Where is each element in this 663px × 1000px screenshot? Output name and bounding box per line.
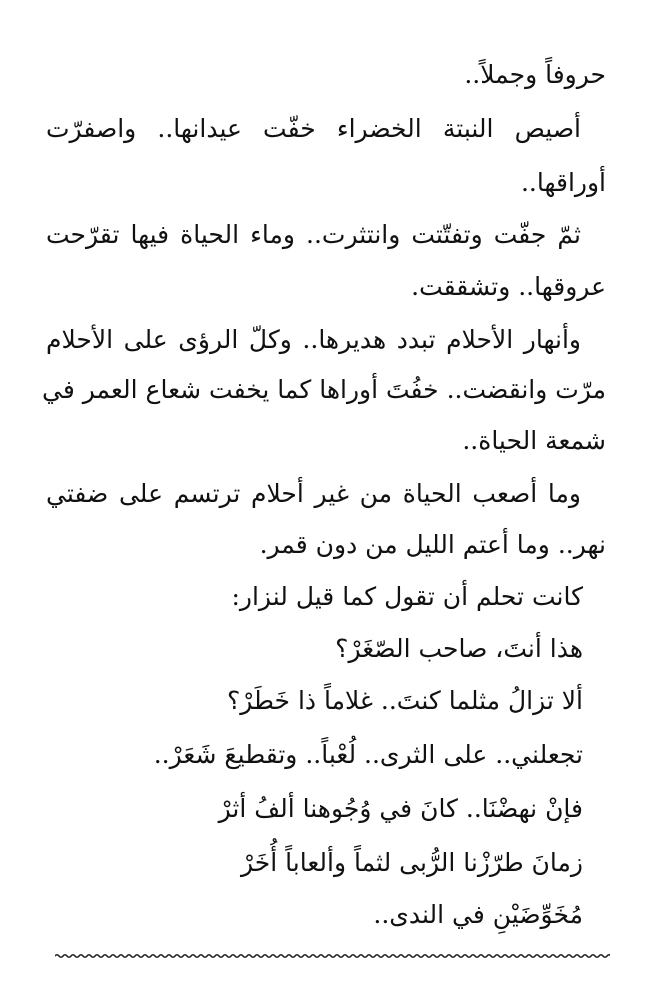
wavy-divider bbox=[55, 950, 610, 962]
text-line-4: مرّت وانقضت.. خفُتَ أوراها كما يخفت شعاع العمر في bbox=[42, 375, 606, 404]
verse-line-2: ألا تزالُ مثلما كنتَ.. غلاماً ذا خَطَرْ؟ bbox=[226, 686, 583, 715]
paragraph-line-1: أصيص النبتة الخضراء خفّت عيدانها.. واصفرّت bbox=[46, 114, 581, 143]
verse-line-3: تجعلني.. على الثرى.. لُعْباً.. وتقطيعَ شَعَرْ.. bbox=[153, 740, 583, 769]
verse-line-6: مُخَوِّضَيْنِ في الندى.. bbox=[373, 900, 583, 929]
text-line-3: عروقها.. وتشققت. bbox=[411, 272, 606, 301]
text-line-6: نهر.. وما أعتم الليل من دون قمر. bbox=[259, 530, 606, 559]
verse-line-4: فإنْ نهضْنَا.. كانَ في وُجُوهنا ألفُ أثرْ bbox=[218, 794, 583, 823]
verse-line-5: زمانَ طرّزْنا الرُّبى لثماً وألعاباً أُخَرْ bbox=[241, 848, 583, 877]
paragraph-line-4: وما أصعب الحياة من غير أحلام ترتسم على ضفتي bbox=[46, 479, 581, 508]
text-line-1: حروفاً وجملاً.. bbox=[464, 60, 606, 89]
verse-line-1: هذا أنتَ، صاحب الصّغَرْ؟ bbox=[335, 634, 583, 663]
text-line-5: شمعة الحياة.. bbox=[462, 426, 606, 455]
paragraph-line-2: ثمّ جفّت وتفتّتت وانتثرت.. وماء الحياة فيها تقرّحت bbox=[46, 220, 581, 249]
paragraph-line-3: وأنهار الأحلام تبدد هديرها.. وكلّ الرؤى على الأحلام bbox=[46, 325, 581, 354]
verse-intro-line: كانت تحلم أن تقول كما قيل لنزار: bbox=[231, 582, 583, 611]
text-line-2: أوراقها.. bbox=[520, 168, 606, 197]
